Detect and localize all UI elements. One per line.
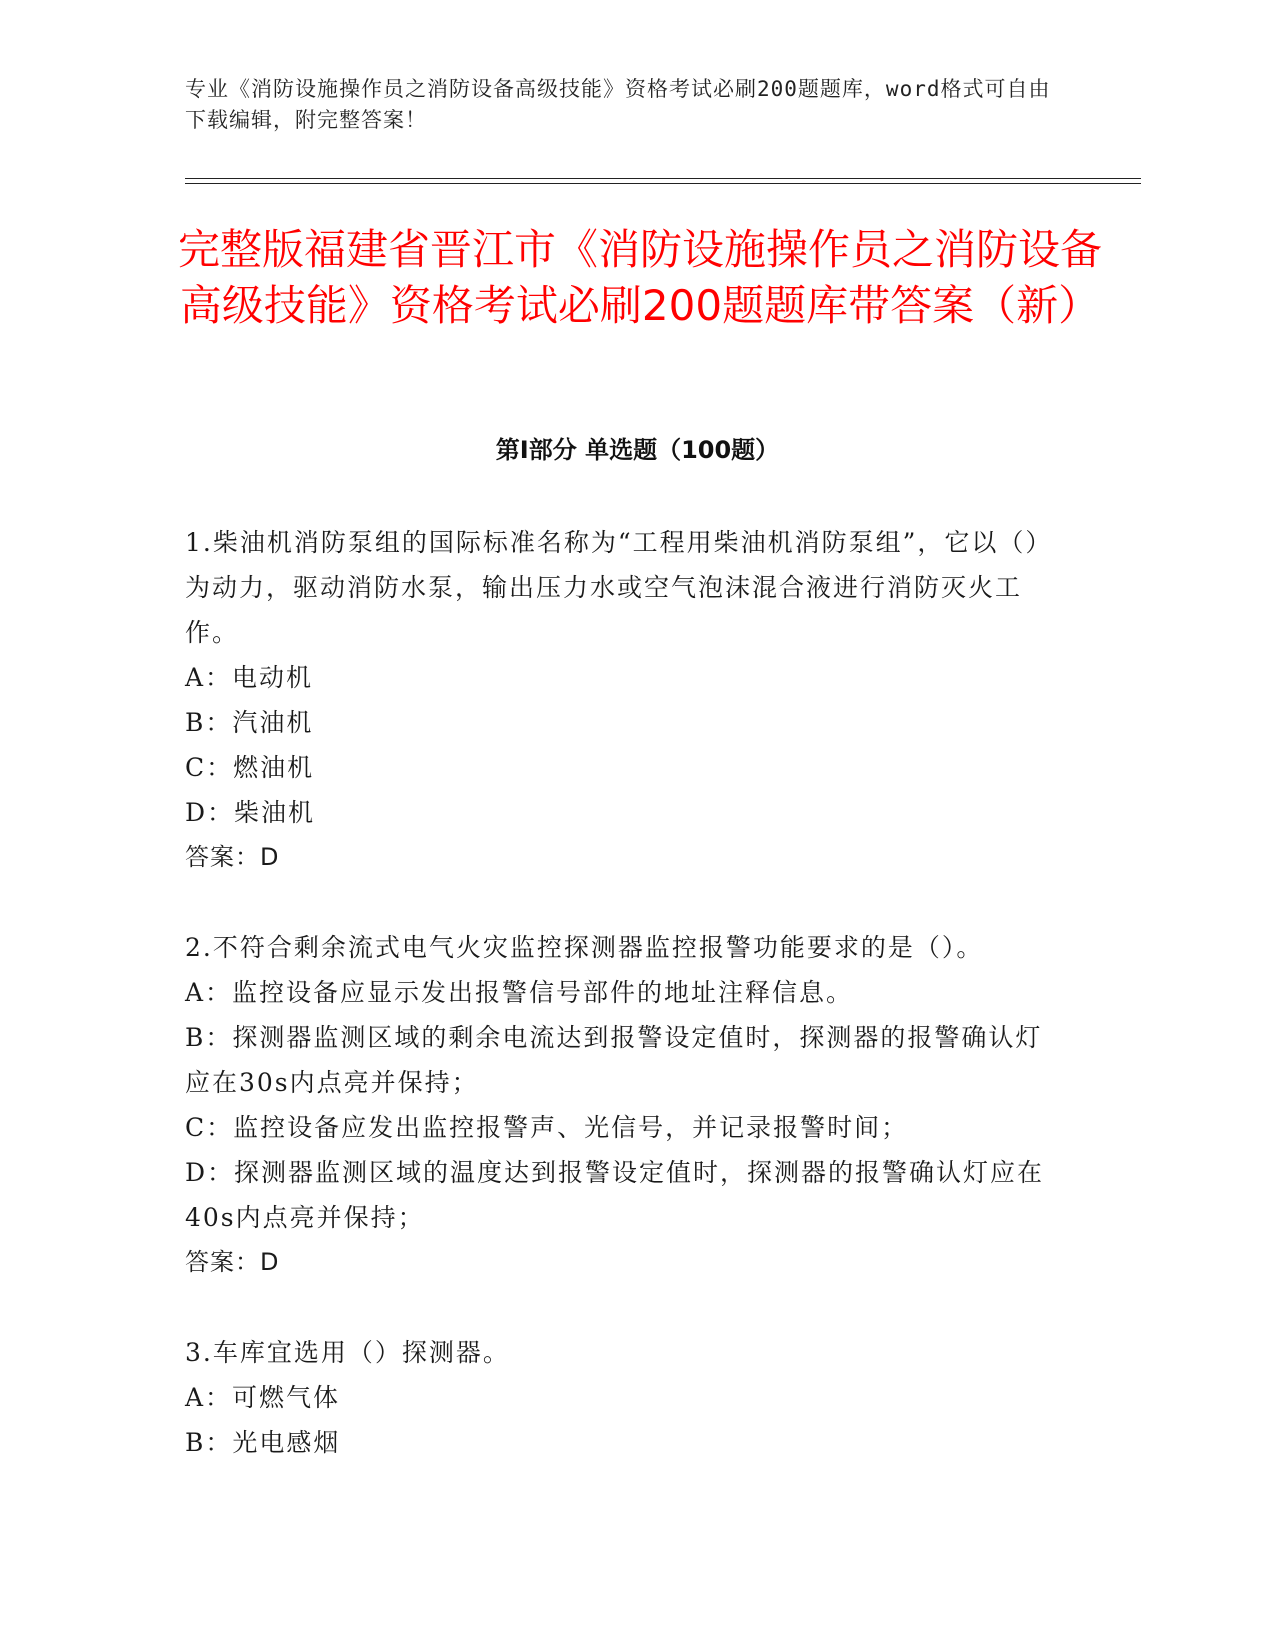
- option-b: B：光电感烟: [185, 1428, 341, 1457]
- question-2: [185, 925, 1065, 1285]
- option-a: A：电动机: [185, 663, 314, 692]
- option-b: B：探测器监测区域的剩余电流达到报警设定值时，探测器的报警确认灯应在30s内点亮并保持；: [185, 1023, 1043, 1097]
- question-text: 2.不符合剩余流式电气火灾监控探测器监控报警功能要求的是（）。: [185, 933, 984, 962]
- header-note: 专业《消防设施操作员之消防设备高级技能》资格考试必刷200题题库，word格式可自由下载编辑，附完整答案！: [185, 77, 1051, 132]
- option-b: B：汽油机: [185, 708, 314, 737]
- question-list: [185, 520, 1065, 1510]
- option-a: A：可燃气体: [185, 1383, 341, 1412]
- option-a: A：监控设备应显示发出报警信号部件的地址注释信息。: [185, 978, 854, 1007]
- option-d: D：柴油机: [185, 798, 316, 827]
- answer: 答案：D: [185, 1248, 280, 1276]
- section-title: 第I部分 单选题（100题）: [495, 436, 780, 464]
- question-1: [185, 520, 1065, 880]
- question-text: 1.柴油机消防泵组的国际标准名称为“工程用柴油机消防泵组”，它以（）为动力，驱动消防水泵，输出压力水或空气泡沫混合液进行消防灭火工作。: [185, 528, 1053, 647]
- option-c: C：燃油机: [185, 753, 315, 782]
- question-3: [185, 1330, 1065, 1465]
- header-rule-bottom: [185, 183, 1141, 184]
- option-d: D：探测器监测区域的温度达到报警设定值时，探测器的报警确认灯应在40s内点亮并保持；: [185, 1158, 1045, 1232]
- document-title: 完整版福建省晋江市《消防设施操作员之消防设备高级技能》资格考试必刷200题题库带答案（新）: [177, 225, 1102, 330]
- answer: 答案：D: [185, 843, 280, 871]
- question-text: 3.车库宜选用（）探测器。: [185, 1338, 510, 1367]
- header-rule-top: [185, 178, 1141, 179]
- option-c: C：监控设备应发出监控报警声、光信号，并记录报警时间；: [185, 1113, 909, 1142]
